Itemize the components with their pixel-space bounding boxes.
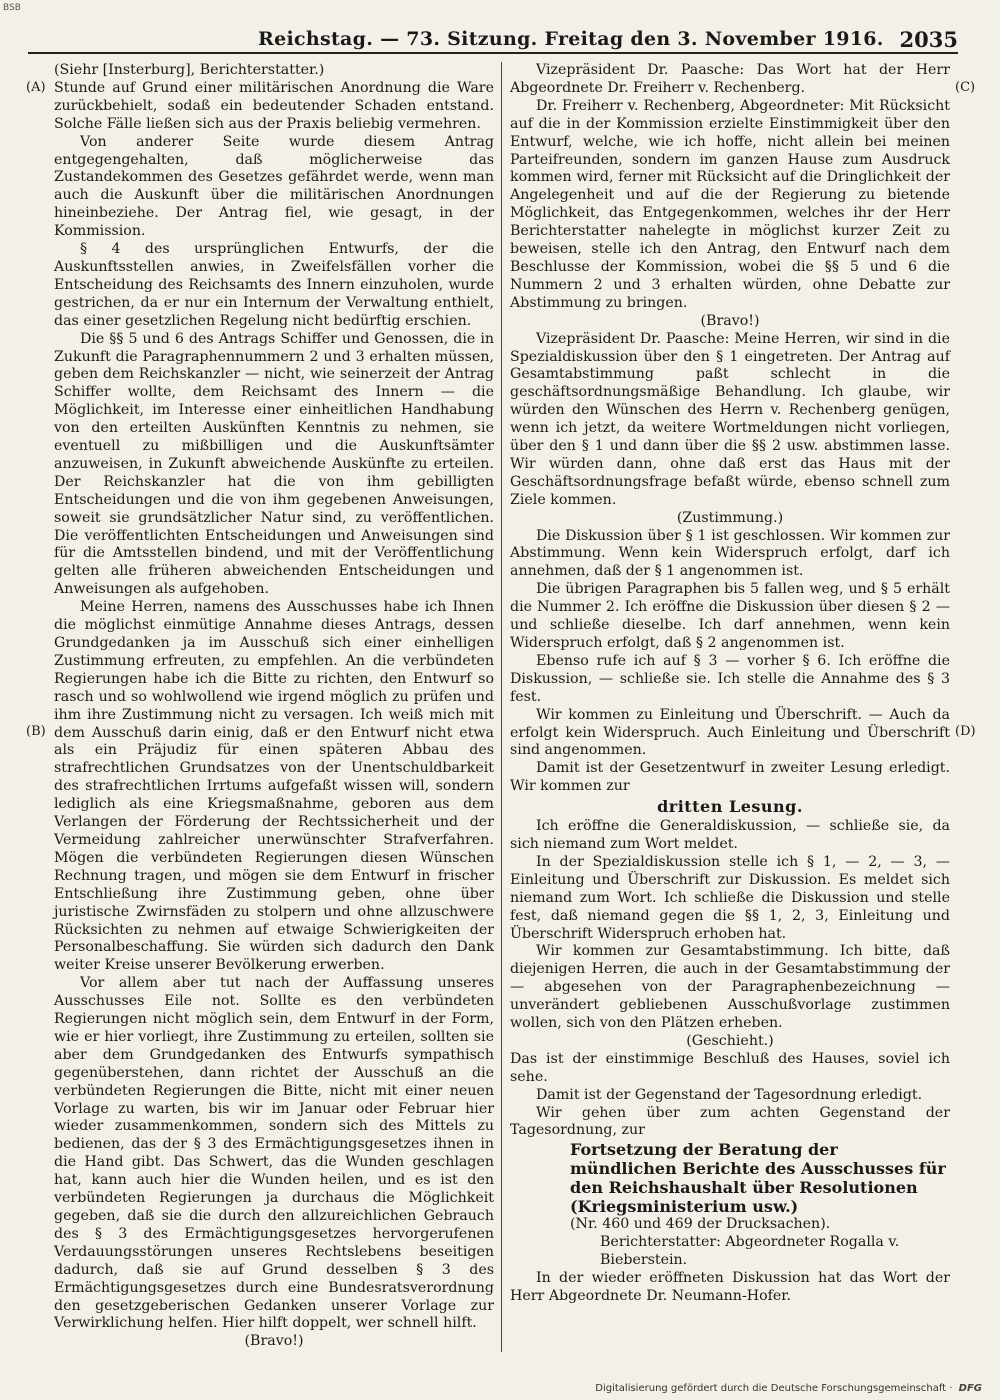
paragraph: Damit ist der Gesetzentwurf in zweiter Lesung erledigt. Wir kommen zur: [510, 760, 950, 795]
left-column: [54, 62, 494, 1351]
margin-mark-d: (D): [955, 724, 976, 739]
interjection: (Bravo!): [244, 1333, 304, 1350]
column-divider: [501, 62, 502, 1352]
paragraph: Wir gehen über zum achten Gegenstand der Tagesordnung, zur: [510, 1104, 950, 1139]
interjection: (Zustimmung.): [676, 509, 784, 526]
paragraph: Von anderer Seite wurde diesem Antrag entgegengehalten, daß möglicherweise das Zustandekommen des Gesetzes gefährdet werde, wenn man auch die Auskunft über die militärischen Anordnungen hineinbeziehe. Der Antrag fiel, wie gesagt, in der Kommission.: [54, 133, 494, 240]
dfg-logo: DFG: [958, 1383, 982, 1394]
paragraph: Die Diskussion über § 1 ist geschlossen. Wir kommen zur Abstimmung. Wenn kein Widerspruch erfolgt, darf ich annehmen, daß der § 1 angenommen ist.: [510, 527, 950, 580]
paragraph: Vor allem aber tut nach der Auffassung unseres Ausschusses Eile not. Sollte es den verbündeten Regierungen nicht möglich sein, dem Entwurf in der Form, wie er hier vorliegt, ihre Zustimmung zu erteilen, sollten sie aber dem Grundgedanken des Entwurfs sympathisch gegenüberstehen, dann richtet der Ausschuß an die verbündeten Regierungen die Bitte, nicht mit einer neuen Vorlage zu warten, bis wir im Januar oder Februar hier wieder zusammenkommen, sondern sich des Mittels zu bedienen, das der § 3 des Ermächtigungsgesetzes ihnen in die Hand gibt. Das Schwert, das die Wunden geschlagen hat, kann auch hier die Wunden heilen, und es ist den verbündeten Regierungen ja durchaus die Möglichkeit gegeben, daß sie die durch den allzureichlichen Gebrauch des § 3 des Ermächtigungsgesetzes hervorgerufenen Verdauungsstörungen unseres Rechtslebens beseitigen dadurch, daß sie auf Grund desselben § 3 des Ermächtigungsgesetzes durch eine Bundesratsverordnung den gesetzgeberischen Gedanken unserer Vorlage zur Verwirklichung helfen. Hier hilft doppelt, wer schnell hilft.: [54, 975, 494, 1332]
digitization-footer: [595, 1383, 982, 1394]
paragraph: Wir kommen zur Gesamtabstimmung. Ich bitte, daß diejenigen Herren, die auch in der Gesamtabstimmung der — abgesehen von der Paragraphenbezeichnung — unverändert gebliebenen Ausschußvorlage zustimmen wollen, sich von den Plätzen erheben.: [510, 943, 950, 1032]
library-stamp: BSB: [3, 3, 21, 13]
paragraph: Wir kommen zu Einleitung und Überschrift. — Auch da erfolgt kein Widerspruch. Auch Einleitung und Überschrift sind angenommen.: [510, 706, 950, 759]
paragraph: Die §§ 5 und 6 des Antrags Schiffer und Genossen, die in Zukunft die Paragraphennummern 2 und 3 erhalten müssen, geben dem Reichskanzler — nicht, wie seinerzeit der Antrag Schiffer wollte, dem Reichsamt des Innern — die Möglichkeit, im Interesse einer einheitlichen Handhabung von den erteilten Auskünften Kenntnis zu nehmen, sie eventuell zu mißbilligen und die Auskunftsämter anzuweisen, in Zukunft abweichende Auskünfte zu erteilen. Der Reichskanzler hat die von ihm gebilligten Entscheidungen und die von ihm gegebenen Anweisungen, soweit sie grundsätzlicher Natur sind, zu veröffentlichen. Die veröffentlichten Entscheidungen und Anweisungen sind für die Amtsstellen bindend, und mit der Veröffentlichung gelten alle früheren abweichenden Entscheidungen und Anweisungen als aufgehoben.: [54, 330, 494, 598]
margin-mark-b: (B): [26, 724, 46, 739]
paragraph: In der wieder eröffneten Diskussion hat das Wort der Herr Abgeordnete Dr. Neumann-Hofer.: [510, 1270, 950, 1304]
paragraph: Vizepräsident Dr. Paasche: Das Wort hat der Herr Abgeordnete Dr. Freiherr v. Rechenberg.: [510, 62, 950, 96]
paragraph: Das ist der einstimmige Beschluß des Hauses, soviel ich sehe.: [510, 1050, 950, 1085]
paragraph: Die übrigen Paragraphen bis 5 fallen weg, und § 5 erhält die Nummer 2. Ich eröffne die Diskussion über diesen § 2 — und schließe dieselbe. Ich darf annehmen, wenn kein Widerspruch erfolgt, daß § 2 angenommen ist.: [510, 581, 950, 651]
paragraph: Ich eröffne die Generaldiskussion, — schließe sie, da sich niemand zum Wort meldet.: [510, 818, 950, 852]
paragraph: Vizepräsident Dr. Paasche: Meine Herren, wir sind in die Spezialdiskussion über den § 1 eingetreten. Der Antrag auf Gesamtabstimmung paßt schlecht in die geschäftsordnungsmäßige Behandlung. Ich glaube, wir würden den Wünschen des Herrn v. Rechenberg genügen, wenn ich jetzt, da weitere Wortmeldungen nicht vorliegen, über den § 1 und dann über die §§ 2 usw. abstimmen lasse. Wir würden dann, ohne daß erst das Haus mit der Geschäftsordnungsfrage befaßt würde, ebenso schnell zum Ziele kommen.: [510, 330, 950, 508]
right-column: [510, 62, 950, 1306]
paragraph: In der Spezialdiskussion stelle ich § 1, — 2, — 3, — Einleitung und Überschrift zur Diskussion. Es meldet sich niemand zum Wort. Ich schließe die Diskussion und stelle fest, daß niemand gegen die §§ 1, 2, 3, Einleitung und Überschrift Widerspruch erhoben hat.: [510, 853, 950, 942]
paragraph: Damit ist der Gegenstand der Tagesordnung erledigt.: [536, 1086, 923, 1103]
speaker-continuation-note: (Siehr [Insterburg], Berichterstatter.): [54, 62, 325, 78]
page-number: 2035: [899, 27, 958, 52]
running-header: [28, 26, 958, 54]
margin-mark-c: (C): [955, 80, 976, 95]
paragraph: Dr. Freiherr v. Rechenberg, Abgeordneter: Mit Rücksicht auf die in der Kommission erzielte Einstimmigkeit über den Entwurf, welche, wie ich hoffe, nicht allein bei meinen Parteifreunden, sondern im ganzen Hause zum Ausdruck kommen wird, ferner mit Rücksicht auf die Dringlichkeit der Angelegenheit und auf die der Regierung zu bietende Möglichkeit, das Entgegenkommen, welches ihr der Herr Berichterstatter nahelegte in möglichst kurzer Zeit zu beweisen, stelle ich den Antrag, den Entwurf nach dem Beschlusse der Kommission, wobei die §§ 5 und 6 die Nummern 2 und 3 erhalten würden, ohne Debatte zur Abstimmung zu bringen.: [510, 97, 950, 311]
agenda-topic-title: Fortsetzung der Beratung der mündlichen Berichte des Ausschusses für den Reichshaushalt über Resolutionen (Kriegsministerium usw.): [570, 1140, 946, 1217]
paragraph: Meine Herren, namens des Ausschusses habe ich Ihnen die möglichst einmütige Annahme dieses Antrags, dessen Grundgedanken ja im Ausschuß sich einer einhelligen Zustimmung erfreuten, zu empfehlen. An die verbündeten Regierungen habe ich die Bitte zu richten, den Entwurf so rasch und so wohlwollend wie irgend möglich zu prüfen und ihm ihre Zustimmung nicht zu versagen. Ich weiß mich mit dem Ausschuß darin einig, daß er den Entwurf nicht etwa als ein Präjudiz für einen späteren Abbau des strafrechtlichen Grundsatzes von der Unentschuldbarkeit des strafrechtlichen Irrtums aufgefaßt wissen will, sondern lediglich als eine Kriegsmaßnahme, geboren aus dem Verlangen der Förderung der Rechtssicherheit und der Vermeidung zahlreicher unerwünschter Strafverfahren. Mögen die verbündeten Regierungen diesen Wünschen Rechnung tragen, und mögen sie dem Entwurf in frischer Entschließung ihre Zustimmung geben, ohne über juristische Zwirnsfäden zu stolpern und ohne allzuschwere Rücksichten zu nehmen auf etwaige Schwierigkeiten der Personalbeschaffung. Sie würden sich dadurch den Dank weiter Kreise unserer Bevölkerung erwerben.: [54, 599, 494, 974]
interjection: (Bravo!): [700, 312, 760, 329]
footer-text: Digitalisierung gefördert durch die Deutsche Forschungsgemeinschaft ·: [595, 1383, 953, 1394]
agenda-topic-reference: (Nr. 460 und 469 der Drucksachen).: [570, 1216, 831, 1233]
paragraph: Ebenso rufe ich auf § 3 — vorher § 6. Ich eröffne die Diskussion, — schließe sie. Ich stelle die Annahme des § 3 fest.: [510, 652, 950, 705]
margin-mark-a: (A): [26, 80, 46, 95]
reporter-line: Berichterstatter: Abgeordneter Rogalla v. Bieberstein.: [600, 1234, 900, 1269]
header-title: Reichstag. — 73. Sitzung. Freitag den 3. November 1916.: [258, 28, 884, 50]
paragraph: § 4 des ursprünglichen Entwurfs, der die Auskunftsstellen anwies, in Zweifelsfällen vorher die Entscheidung des Reichsamts des Innern einzuholen, wurde gestrichen, da er nur ein Internum der Verwaltung enthielt, das einer gesetzlichen Regelung nicht bedürftig erschien.: [54, 241, 494, 329]
paragraph: Stunde auf Grund einer militärischen Anordnung die Ware zurückbehielt, sodaß ein bedeutender Schaden entstand. Solche Fälle ließen sich aus der Praxis beliebig vermehren.: [54, 79, 494, 132]
interjection: (Geschieht.): [686, 1032, 774, 1049]
section-heading: dritten Lesung.: [657, 797, 803, 817]
